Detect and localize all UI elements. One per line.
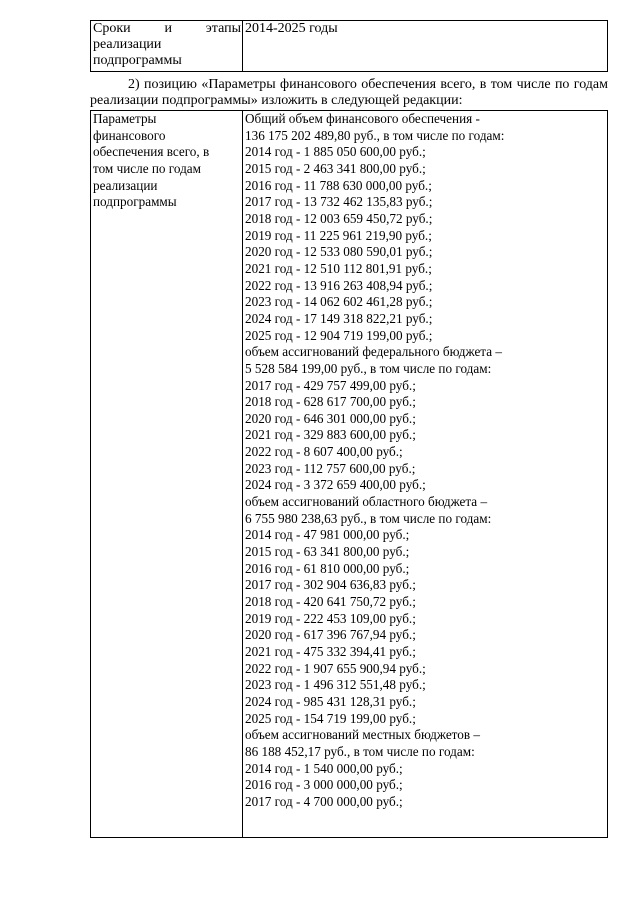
finance-line: 2017 год - 302 904 636,83 руб.; bbox=[245, 577, 416, 593]
terms-label-cell bbox=[91, 21, 243, 72]
finance-label-cell bbox=[91, 111, 243, 838]
finance-line: 2021 год - 475 332 394,41 руб.; bbox=[245, 644, 416, 659]
finance-line: 2020 год - 646 301 000,00 руб.; bbox=[245, 410, 416, 426]
finance-label-line: подпрограммы bbox=[93, 194, 177, 210]
finance-line: 6 755 980 238,63 руб., в том числе по годам: bbox=[245, 510, 492, 526]
finance-line: 2016 год - 61 810 000,00 руб.; bbox=[245, 560, 410, 576]
finance-line: объем ассигнований федерального бюджета – bbox=[245, 344, 502, 360]
finance-line: 2024 год - 985 431 128,31 руб.; bbox=[245, 693, 416, 709]
finance-line: 2016 год - 3 000 000,00 руб.; bbox=[245, 777, 403, 793]
finance-line: 2018 год - 420 641 750,72 руб.; bbox=[245, 594, 416, 610]
finance-line: 2015 год - 63 341 800,00 руб.; bbox=[245, 544, 410, 560]
finance-line: 2021 год - 329 883 600,00 руб.; bbox=[245, 427, 416, 443]
finance-line: 136 175 202 489,80 руб., в том числе по годам: bbox=[245, 127, 505, 143]
finance-line: 2025 год - 154 719 199,00 руб.; bbox=[245, 710, 416, 726]
table-row bbox=[91, 111, 608, 838]
finance-line: 86 188 452,17 руб., в том числе по годам: bbox=[245, 743, 475, 759]
finance-line: 5 528 584 199,00 руб., в том числе по годам: bbox=[245, 360, 492, 376]
finance-table bbox=[90, 110, 608, 838]
finance-line: 2020 год - 617 396 767,94 руб.; bbox=[245, 627, 416, 643]
finance-line: 2020 год - 12 533 080 590,01 руб.; bbox=[245, 244, 433, 260]
finance-line: 2018 год - 628 617 700,00 руб.; bbox=[245, 394, 416, 410]
finance-line: 2016 год - 11 788 630 000,00 руб.; bbox=[245, 177, 432, 193]
finance-content-cell bbox=[243, 111, 608, 838]
terms-label-line: Сроки и этапы bbox=[93, 21, 241, 36]
finance-line: Общий объем финансового обеспечения - bbox=[245, 111, 480, 126]
finance-line: объем ассигнований местных бюджетов – bbox=[245, 727, 480, 743]
finance-line: 2015 год - 2 463 341 800,00 руб.; bbox=[245, 160, 426, 176]
finance-line: 2022 год - 1 907 655 900,94 руб.; bbox=[245, 660, 426, 676]
finance-line: 2017 год - 13 732 462 135,83 руб.; bbox=[245, 194, 433, 210]
finance-line: 2024 год - 17 149 318 822,21 руб.; bbox=[245, 310, 433, 326]
finance-line: 2021 год - 12 510 112 801,91 руб.; bbox=[245, 260, 432, 276]
intro-paragraph: 2) позицию «Параметры финансового обеспечения всего, в том числе по годам реализации подпрограммы» изложить в следующей редакции: bbox=[90, 77, 608, 108]
finance-line: 2025 год - 12 904 719 199,00 руб.; bbox=[245, 327, 433, 343]
finance-label-line: Параметры bbox=[93, 111, 157, 126]
finance-label-line: реализации bbox=[93, 177, 158, 193]
terms-value-cell bbox=[243, 21, 608, 72]
terms-label-line: подпрограммы bbox=[93, 53, 182, 68]
finance-line: 2017 год - 4 700 000,00 руб.; bbox=[245, 793, 403, 809]
finance-line: 2019 год - 222 453 109,00 руб.; bbox=[245, 610, 416, 626]
finance-line: 2023 год - 14 062 602 461,28 руб.; bbox=[245, 294, 433, 310]
finance-line: 2023 год - 1 496 312 551,48 руб.; bbox=[245, 677, 426, 693]
finance-line: 2014 год - 1 540 000,00 руб.; bbox=[245, 760, 403, 776]
finance-line: 2018 год - 12 003 659 450,72 руб.; bbox=[245, 210, 433, 226]
terms-table bbox=[90, 20, 608, 72]
finance-line: 2023 год - 112 757 600,00 руб.; bbox=[245, 460, 416, 476]
finance-label-line: финансового bbox=[93, 127, 166, 143]
finance-line: 2017 год - 429 757 499,00 руб.; bbox=[245, 377, 416, 393]
finance-line: 2014 год - 47 981 000,00 руб.; bbox=[245, 527, 410, 543]
finance-line: объем ассигнований областного бюджета – bbox=[245, 494, 488, 510]
finance-label-line: обеспечения всего, в bbox=[93, 144, 210, 160]
finance-line: 2022 год - 8 607 400,00 руб.; bbox=[245, 444, 403, 460]
finance-line: 2022 год - 13 916 263 408,94 руб.; bbox=[245, 277, 433, 293]
finance-line: 2014 год - 1 885 050 600,00 руб.; bbox=[245, 144, 426, 160]
finance-label-line: том числе по годам bbox=[93, 160, 201, 176]
table-row bbox=[91, 21, 608, 72]
finance-line: 2019 год - 11 225 961 219,90 руб.; bbox=[245, 227, 432, 243]
terms-label-line: реализации bbox=[93, 37, 162, 52]
terms-value: 2014-2025 годы bbox=[245, 21, 338, 36]
finance-line: 2024 год - 3 372 659 400,00 руб.; bbox=[245, 477, 426, 493]
